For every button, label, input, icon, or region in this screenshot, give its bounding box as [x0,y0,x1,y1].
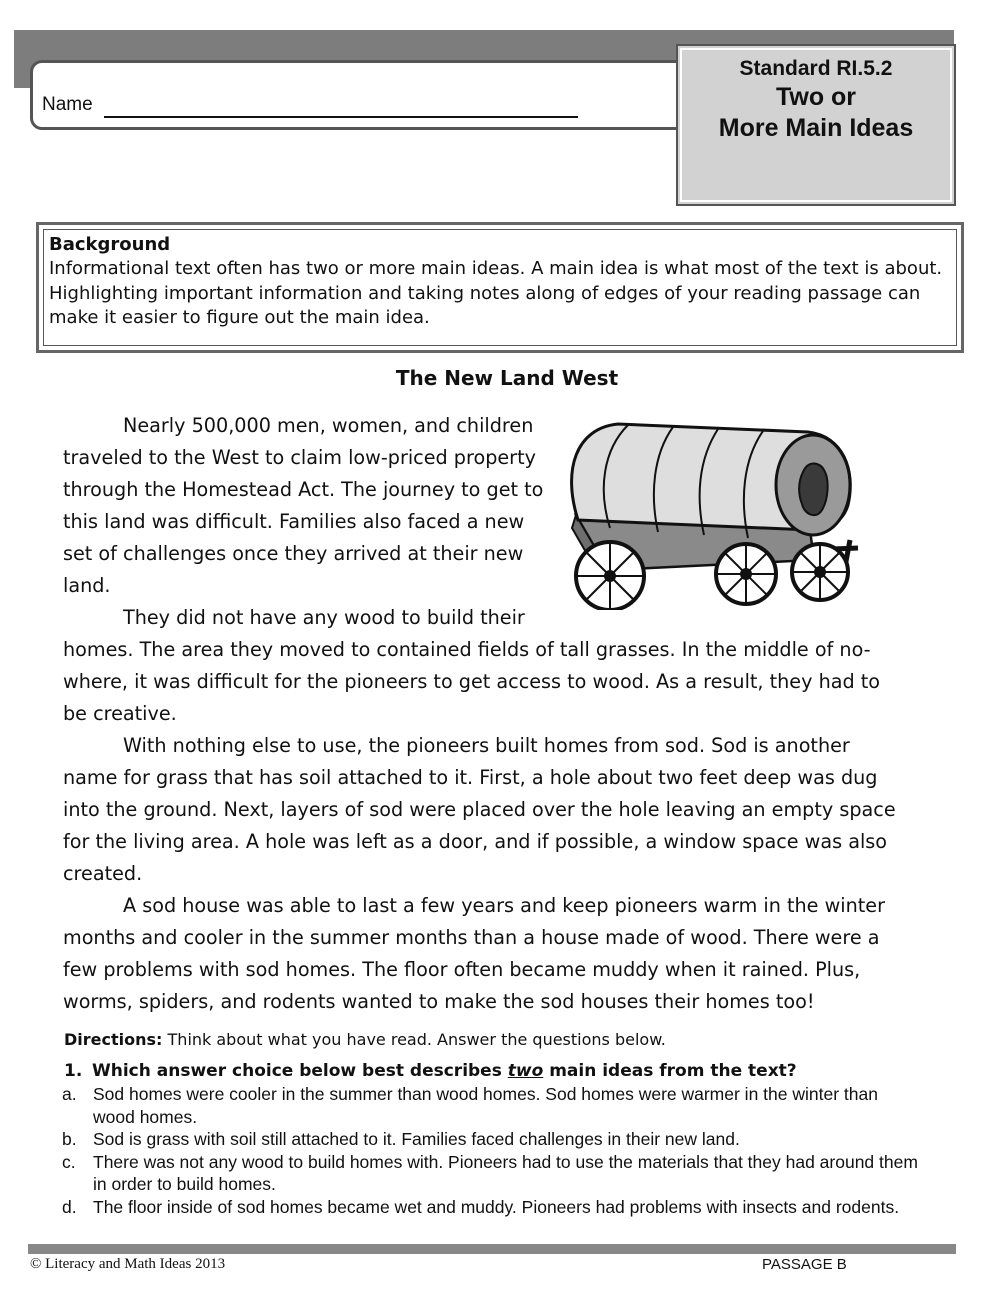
question-text: Which answer choice below best describes [92,1061,508,1081]
passage-line: set of challenges once they arrived at their new [63,542,524,565]
standard-box [676,44,956,206]
choice-text: There was not any wood to build homes with. Pioneers had to use the materials that they had around them in order to build homes. [93,1151,918,1194]
passage-line: Nearly 500,000 men, women, and children [123,414,534,437]
choice-letter: d. [62,1196,77,1217]
passage-line: months and cooler in the summer months than a house made of wood. There were a [63,926,880,949]
background-line-2: Highlighting important information and taking notes along of edges of your reading passage can [49,282,921,304]
choice-text: Sod homes were cooler in the summer than wood homes. Sod homes were warmer in the winter than wood homes. [93,1084,878,1127]
name-label: Name [42,94,93,115]
question-text-end: main ideas from the text? [543,1061,797,1081]
choice-letter: a. [62,1084,77,1104]
background-line-1: Informational text often has two or more main ideas. A main idea is what most of the text is about. [49,258,943,279]
passage-line: land. [63,574,111,597]
standard-code: Standard RI.5.2 [739,57,893,80]
passage-line: be creative. [63,702,177,725]
directions [64,1029,666,1051]
passage-line: name for grass that has soil attached to it. First, a hole about two feet deep was dug [63,766,878,789]
passage-line: worms, spiders, and rodents wanted to make the sod houses their homes too! [63,990,815,1013]
footer-bar [28,1244,956,1254]
choice-c[interactable] [62,1151,922,1196]
choice-letter: c. [62,1151,76,1172]
passage-title: The New Land West [395,366,619,390]
name-box [30,60,730,130]
directions-text: Think about what you have read. Answer the questions below. [162,1030,666,1049]
passage-line: homes. The area they moved to contained fields of tall grasses. In the middle of no- [63,638,871,661]
name-line [104,116,578,118]
passage-line: traveled to the West to claim low-priced property [63,446,536,469]
question-1 [64,1059,797,1083]
background-heading: Background [49,234,171,255]
passage-label: PASSAGE B [762,1256,847,1273]
passage-line: They did not have any wood to build their [123,606,525,629]
passage-line: few problems with sod homes. The floor often became muddy when it rained. Plus, [63,958,861,981]
passage-line: where, it was difficult for the pioneers to get access to wood. As a result, they had to [63,670,881,693]
copyright: © Literacy and Math Ideas 2013 [30,1256,226,1272]
answer-choices [62,1083,922,1218]
choice-b[interactable] [62,1128,922,1151]
background-box [36,222,964,353]
standard-title-line-2: More Main Ideas [718,114,914,142]
choice-letter: b. [62,1129,77,1149]
passage-line: through the Homestead Act. The journey to get to [63,478,544,501]
background-line-3: make it easier to figure out the main idea. [49,307,430,328]
passage-line: this land was difficult. Families also faced a new [63,510,525,533]
question-number: 1. [64,1061,83,1081]
choice-text: The floor inside of sod homes became wet and muddy. Pioneers had problems with insects and rodents. [93,1196,900,1217]
choice-text: Sod is grass with soil still attached to it. Families faced challenges in their new land. [93,1129,740,1149]
standard-title-line-1: Two or [775,83,857,111]
question-emphasis: two [507,1061,544,1081]
passage-line: created. [63,862,143,885]
passage-line: A sod house was able to last a few years and keep pioneers warm in the winter [123,894,885,917]
directions-label: Directions: [64,1030,163,1049]
choice-d[interactable] [62,1196,922,1219]
passage-line: for the living area. A hole was left as a door, and if possible, a window space was also [63,830,888,853]
passage-line: With nothing else to use, the pioneers built homes from sod. Sod is another [123,734,850,757]
passage-line: into the ground. Next, layers of sod were placed over the hole leaving an empty space [63,798,896,821]
covered-wagon-icon [558,410,872,610]
choice-a[interactable] [62,1083,922,1128]
